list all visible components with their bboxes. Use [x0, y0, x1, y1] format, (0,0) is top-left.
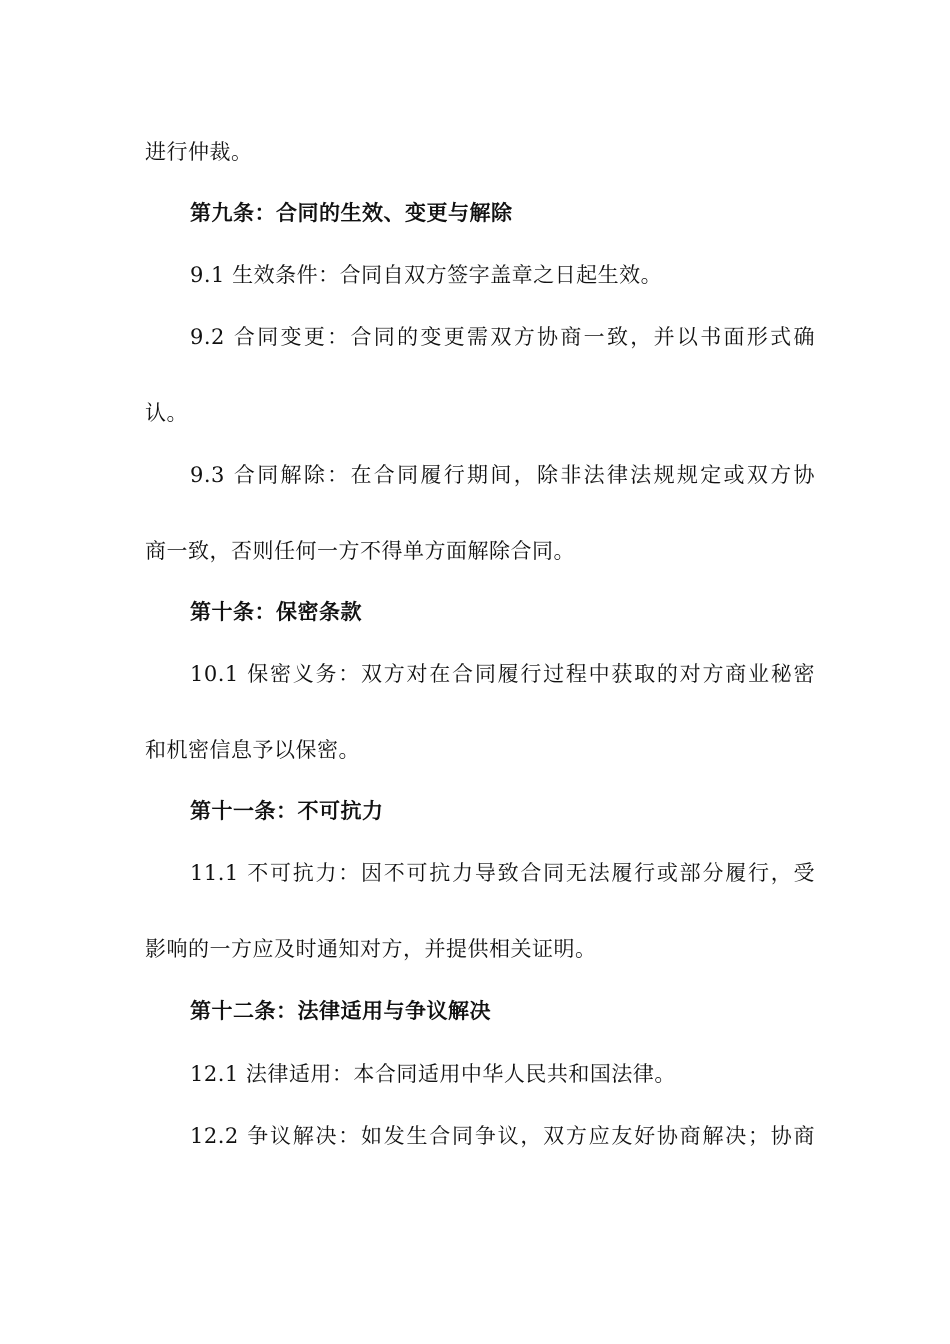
clause-12-2: 12.2 争议解决：如发生合同争议，双方应友好协商解决；协商	[190, 1124, 815, 1148]
clause-11-1: 11.1 不可抗力：因不可抗力导致合同无法履行或部分履行，受	[190, 861, 815, 885]
clause-9-3: 9.3 合同解除：在合同履行期间，除非法律法规规定或双方协	[190, 463, 815, 487]
section-heading-9: 第九条：合同的生效、变更与解除	[190, 201, 513, 225]
clause-9-1: 9.1 生效条件：合同自双方签字盖章之日起生效。	[190, 263, 663, 287]
clause-9-2: 9.2 合同变更：合同的变更需双方协商一致，并以书面形式确	[190, 325, 815, 349]
paragraph-line: 进行仲裁。	[145, 140, 253, 164]
section-heading-11: 第十一条：不可抗力	[190, 799, 384, 823]
clause-10-1: 10.1 保密义务：双方对在合同履行过程中获取的对方商业秘密	[190, 662, 815, 686]
clause-9-2-continued: 认。	[145, 401, 188, 425]
clause-9-3-continued: 商一致，否则任何一方不得单方面解除合同。	[145, 539, 575, 563]
section-heading-12: 第十二条：法律适用与争议解决	[190, 999, 491, 1023]
clause-11-1-continued: 影响的一方应及时通知对方，并提供相关证明。	[145, 937, 597, 961]
clause-10-1-continued: 和机密信息予以保密。	[145, 738, 360, 762]
section-heading-10: 第十条：保密条款	[190, 600, 362, 624]
clause-12-1: 12.1 法律适用：本合同适用中华人民共和国法律。	[190, 1062, 676, 1086]
